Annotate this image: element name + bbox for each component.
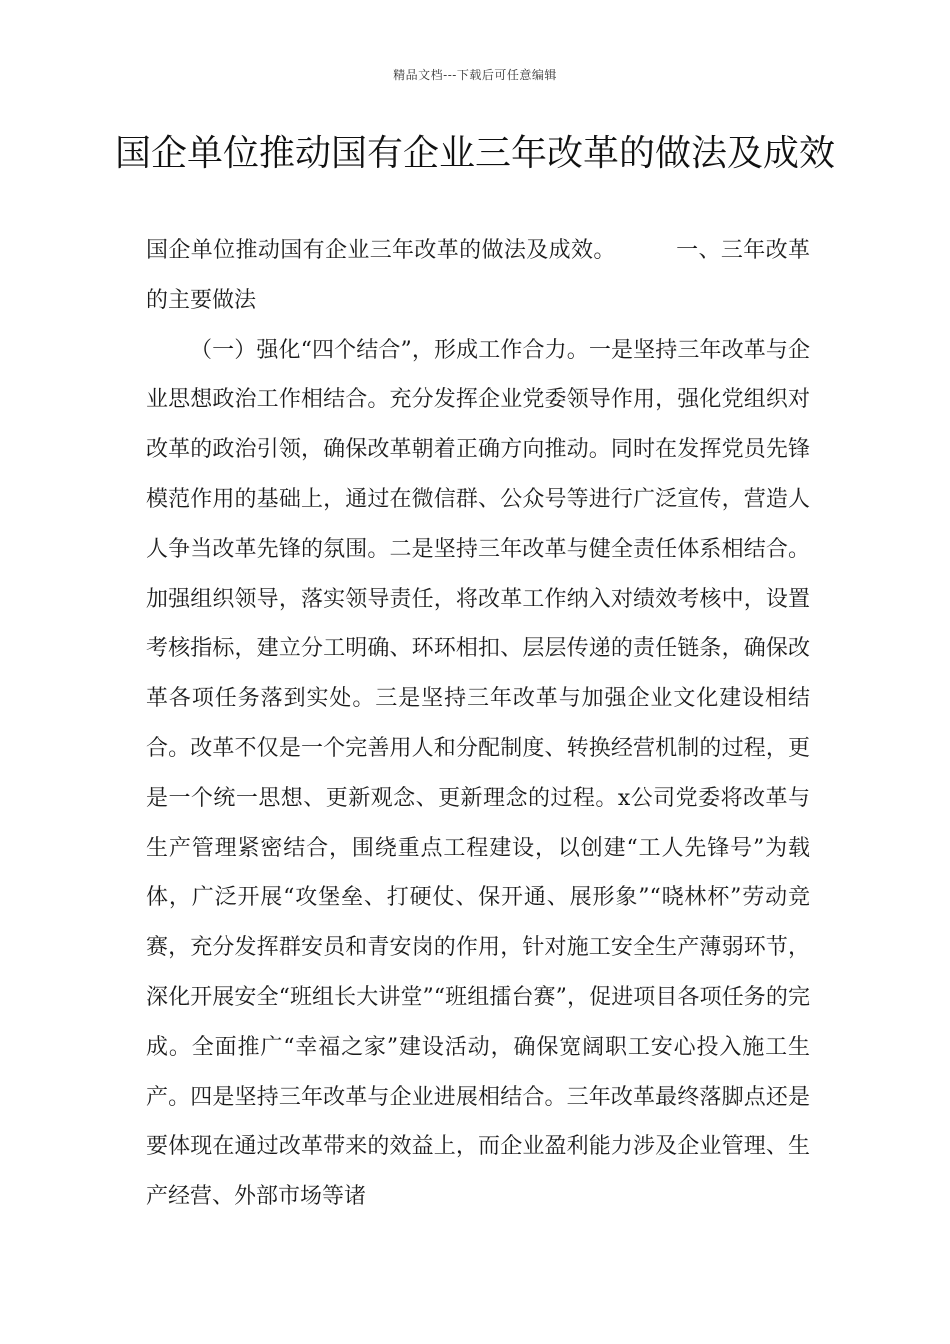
- intro-paragraph: [146, 226, 810, 326]
- document-title: 国企单位推动国有企业三年改革的做法及成效: [114, 133, 835, 174]
- page-header: 精品文档---下载后可任意编辑: [393, 68, 557, 82]
- body-paragraph: （一）强化“四个结合”，形成工作合力。一是坚持三年改革与企业思想政治工作相结合。充分发挥企业党委领导作用，强化党组织对改革的政治引领，确保改革朝着正确方向推动。同时在发挥党员先锋模范作用的基础上，通过在微信群、公众号等进行广泛宣传，营造人人争当改革先锋的氛围。二是坚持三年改革与健全责任体系相结合。加强组织领导，落实领导责任，将改革工作纳入对绩效考核中，设置考核指标，建立分工明确、环环相扣、层层传递的责任链条，确保改革各项任务落到实处。三是坚持三年改革与加强企业文化建设相结合。改革不仅是一个完善用人和分配制度、转换经营机制的过程，更是一个统一思想、更新观念、更新理念的过程。x公司党委将改革与生产管理紧密结合，围绕重点工程建设，以创建“工人先锋号”为载体，广泛开展“攻堡垒、打硬仗、保开通、展形象”“晓林杯”劳动竞赛，充分发挥群安员和青安岗的作用，针对施工安全生产薄弱环节，深化开展安全“班组长大讲堂”“班组擂台赛”，促进项目各项任务的完成。全面推广“幸福之家”建设活动，确保宽阔职工安心投入施工生产。四是坚持三年改革与企业进展相结合。三年改革最终落脚点还是要体现在通过改革带来的效益上，而企业盈利能力涉及企业管理、生产经营、外部市场等诸: [146, 337, 810, 1210]
- section-heading: 一、三年改革的主要做法: [146, 238, 810, 313]
- intro-sentence: 国企单位推动国有企业三年改革的做法及成效。: [146, 238, 616, 263]
- document-body: [146, 226, 810, 1222]
